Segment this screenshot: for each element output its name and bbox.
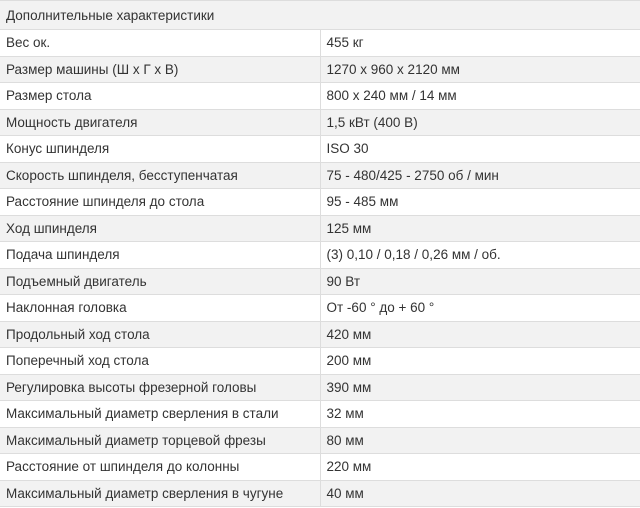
spec-value: 1,5 кВт (400 В) [320, 109, 640, 136]
table-row [0, 480, 640, 507]
spec-value: 40 мм [320, 480, 640, 507]
table-row [0, 427, 640, 454]
spec-value: (3) 0,10 / 0,18 / 0,26 мм / об. [320, 242, 640, 269]
table-row [0, 348, 640, 375]
spec-value: 220 мм [320, 454, 640, 481]
spec-value: 32 мм [320, 401, 640, 428]
spec-label: Размер стола [0, 83, 320, 110]
table-row [0, 242, 640, 269]
spec-value: 390 мм [320, 374, 640, 401]
table-row [0, 454, 640, 481]
table-row [0, 162, 640, 189]
spec-label: Регулировка высоты фрезерной головы [0, 374, 320, 401]
spec-value: 80 мм [320, 427, 640, 454]
spec-label: Конус шпинделя [0, 136, 320, 163]
table-row [0, 83, 640, 110]
spec-value: 1270 х 960 х 2120 мм [320, 56, 640, 83]
spec-label: Максимальный диаметр сверления в чугуне [0, 480, 320, 507]
specs-body [0, 30, 640, 507]
spec-value: 800 х 240 мм / 14 мм [320, 83, 640, 110]
spec-label: Расстояние от шпинделя до колонны [0, 454, 320, 481]
spec-value: 455 кг [320, 30, 640, 57]
table-row [0, 56, 640, 83]
spec-value: 125 мм [320, 215, 640, 242]
table-row [0, 215, 640, 242]
spec-label: Наклонная головка [0, 295, 320, 322]
table-row [0, 189, 640, 216]
table-row [0, 109, 640, 136]
table-row [0, 268, 640, 295]
spec-value: 90 Вт [320, 268, 640, 295]
table-row [0, 30, 640, 57]
spec-value: От -60 ° до + 60 ° [320, 295, 640, 322]
specs-header: Дополнительные характеристики [0, 1, 640, 30]
spec-value: 420 мм [320, 321, 640, 348]
table-row [0, 401, 640, 428]
spec-label: Подъемный двигатель [0, 268, 320, 295]
spec-label: Вес ок. [0, 30, 320, 57]
spec-label: Максимальный диаметр торцевой фрезы [0, 427, 320, 454]
spec-value: 200 мм [320, 348, 640, 375]
spec-label: Подача шпинделя [0, 242, 320, 269]
spec-label: Продольный ход стола [0, 321, 320, 348]
spec-label: Поперечный ход стола [0, 348, 320, 375]
spec-label: Максимальный диаметр сверления в стали [0, 401, 320, 428]
spec-value: 95 - 485 мм [320, 189, 640, 216]
spec-value: ISO 30 [320, 136, 640, 163]
spec-label: Мощность двигателя [0, 109, 320, 136]
spec-label: Размер машины (Ш х Г х В) [0, 56, 320, 83]
spec-label: Скорость шпинделя, бесступенчатая [0, 162, 320, 189]
specs-header-row [0, 1, 640, 30]
spec-label: Ход шпинделя [0, 215, 320, 242]
spec-value: 75 - 480/425 - 2750 об / мин [320, 162, 640, 189]
table-row [0, 321, 640, 348]
table-row [0, 374, 640, 401]
table-row [0, 136, 640, 163]
table-row [0, 295, 640, 322]
spec-label: Расстояние шпинделя до стола [0, 189, 320, 216]
